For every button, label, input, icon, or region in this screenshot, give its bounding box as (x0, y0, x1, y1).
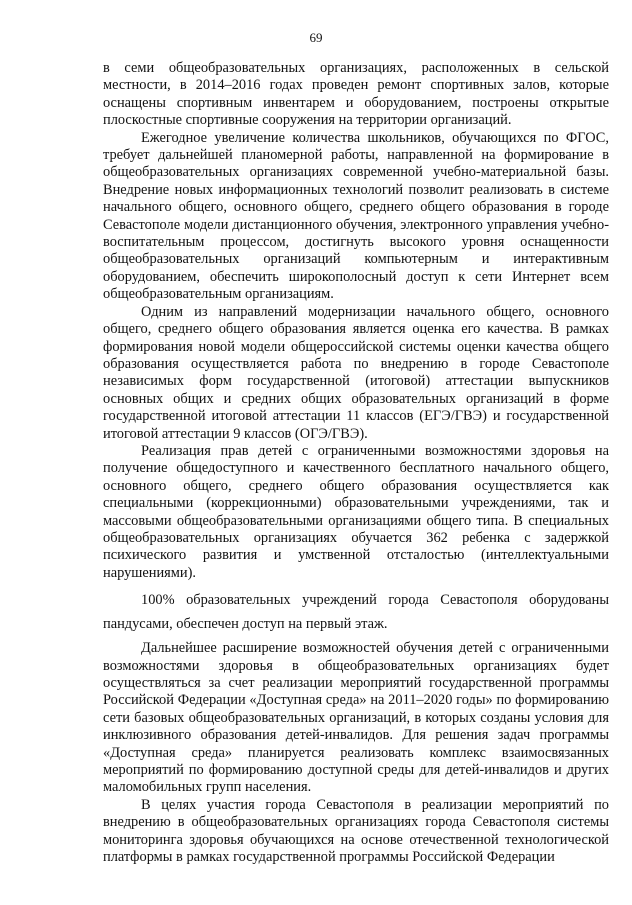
paragraph-fgos-equipment: Ежегодное увеличение количества школьников, обучающихся по ФГОС, требует дальнейшей планомерной работы, направленной на формирование в общеобразовательных организациях современной учебно-материальной базы. Внедрение новых информационных технологий позволит реализовать в системе начального общего, основного общего, среднего общего образования в городе Севастополе модели дистанционного обучения, электронного управления учебно-воспитательным процессом, достигнуть высокого уровня оснащенности общеобразовательных организаций компьютерным и интерактивным оборудованием, обеспечить широкополосный доступ к сети Интернет всем общеобразовательным организациям. (103, 129, 609, 303)
paragraph-sports-facilities: в семи общеобразовательных организациях, расположенных в сельской местности, в 2014–2016 годах проведен ремонт спортивных залов, которые оснащены спортивным инвентарем и оборудованием, построены открытые плоскостные спортивные сооружения на территории организаций. (103, 60, 609, 129)
paragraph-health-monitoring: В целях участия города Севастополя в реализации мероприятий по внедрению в общеобразовательных организациях города Севастополя системы мониторинга здоровья обучающихся на основе отечественной технологической платформы в рамках государственной программы Российской Федерации (103, 796, 609, 866)
page-number: 69 (309, 30, 323, 45)
paragraph-disabled-children-rights: Реализация прав детей с ограниченными возможностями здоровья на получение общедоступного и качественного бесплатного начального общего, основного общего, среднего общего образования осуществляется как специальными (коррекционными) образовательными учреждениями, так и массовыми общеобразовательными организациями общего типа. В специальных общеобразовательных организациях обучается 362 ребенка с задержкой психического развития и умственной отсталостью (интеллектуальными нарушениями). (103, 442, 609, 581)
paragraph-quality-assessment: Одним из направлений модернизации начального общего, основного общего, среднего общего образования является оценка его качества. В рамках формирования новой модели общероссийской системы оценки качества общего образования осуществляется работа по внедрению в городе Севастополе независимых форм государственной (итоговой) аттестации выпускников основных общих и средних общих образовательных организаций в форме государственной итоговой аттестации 11 классов (ЕГЭ/ГВЭ) и государственной итоговой аттестации 9 классов (ОГЭ/ГВЭ). (103, 303, 609, 442)
paragraph-accessible-environment: Дальнейшее расширение возможностей обучения детей с ограниченными возможностями здоровья в общеобразовательных организациях будет осуществляться за счет реализации мероприятий государственной программы Российской Федерации «Доступная среда» на 2011–2020 годы» по формированию сети базовых общеобразовательных организаций, в которых созданы условия для инклюзивного образования детей-инвалидов. Для решения задач программы «Доступная среда» планируется реализовать комплекс взаимосвязанных мероприятий по формированию доступной среды для детей-инвалидов и других маломобильных групп населения. (103, 640, 609, 796)
document-body (103, 60, 609, 866)
paragraph-ramps: 100% образовательных учреждений города Севастополя оборудованы пандусами, обеспечен доступ на первый этаж. (103, 592, 609, 633)
